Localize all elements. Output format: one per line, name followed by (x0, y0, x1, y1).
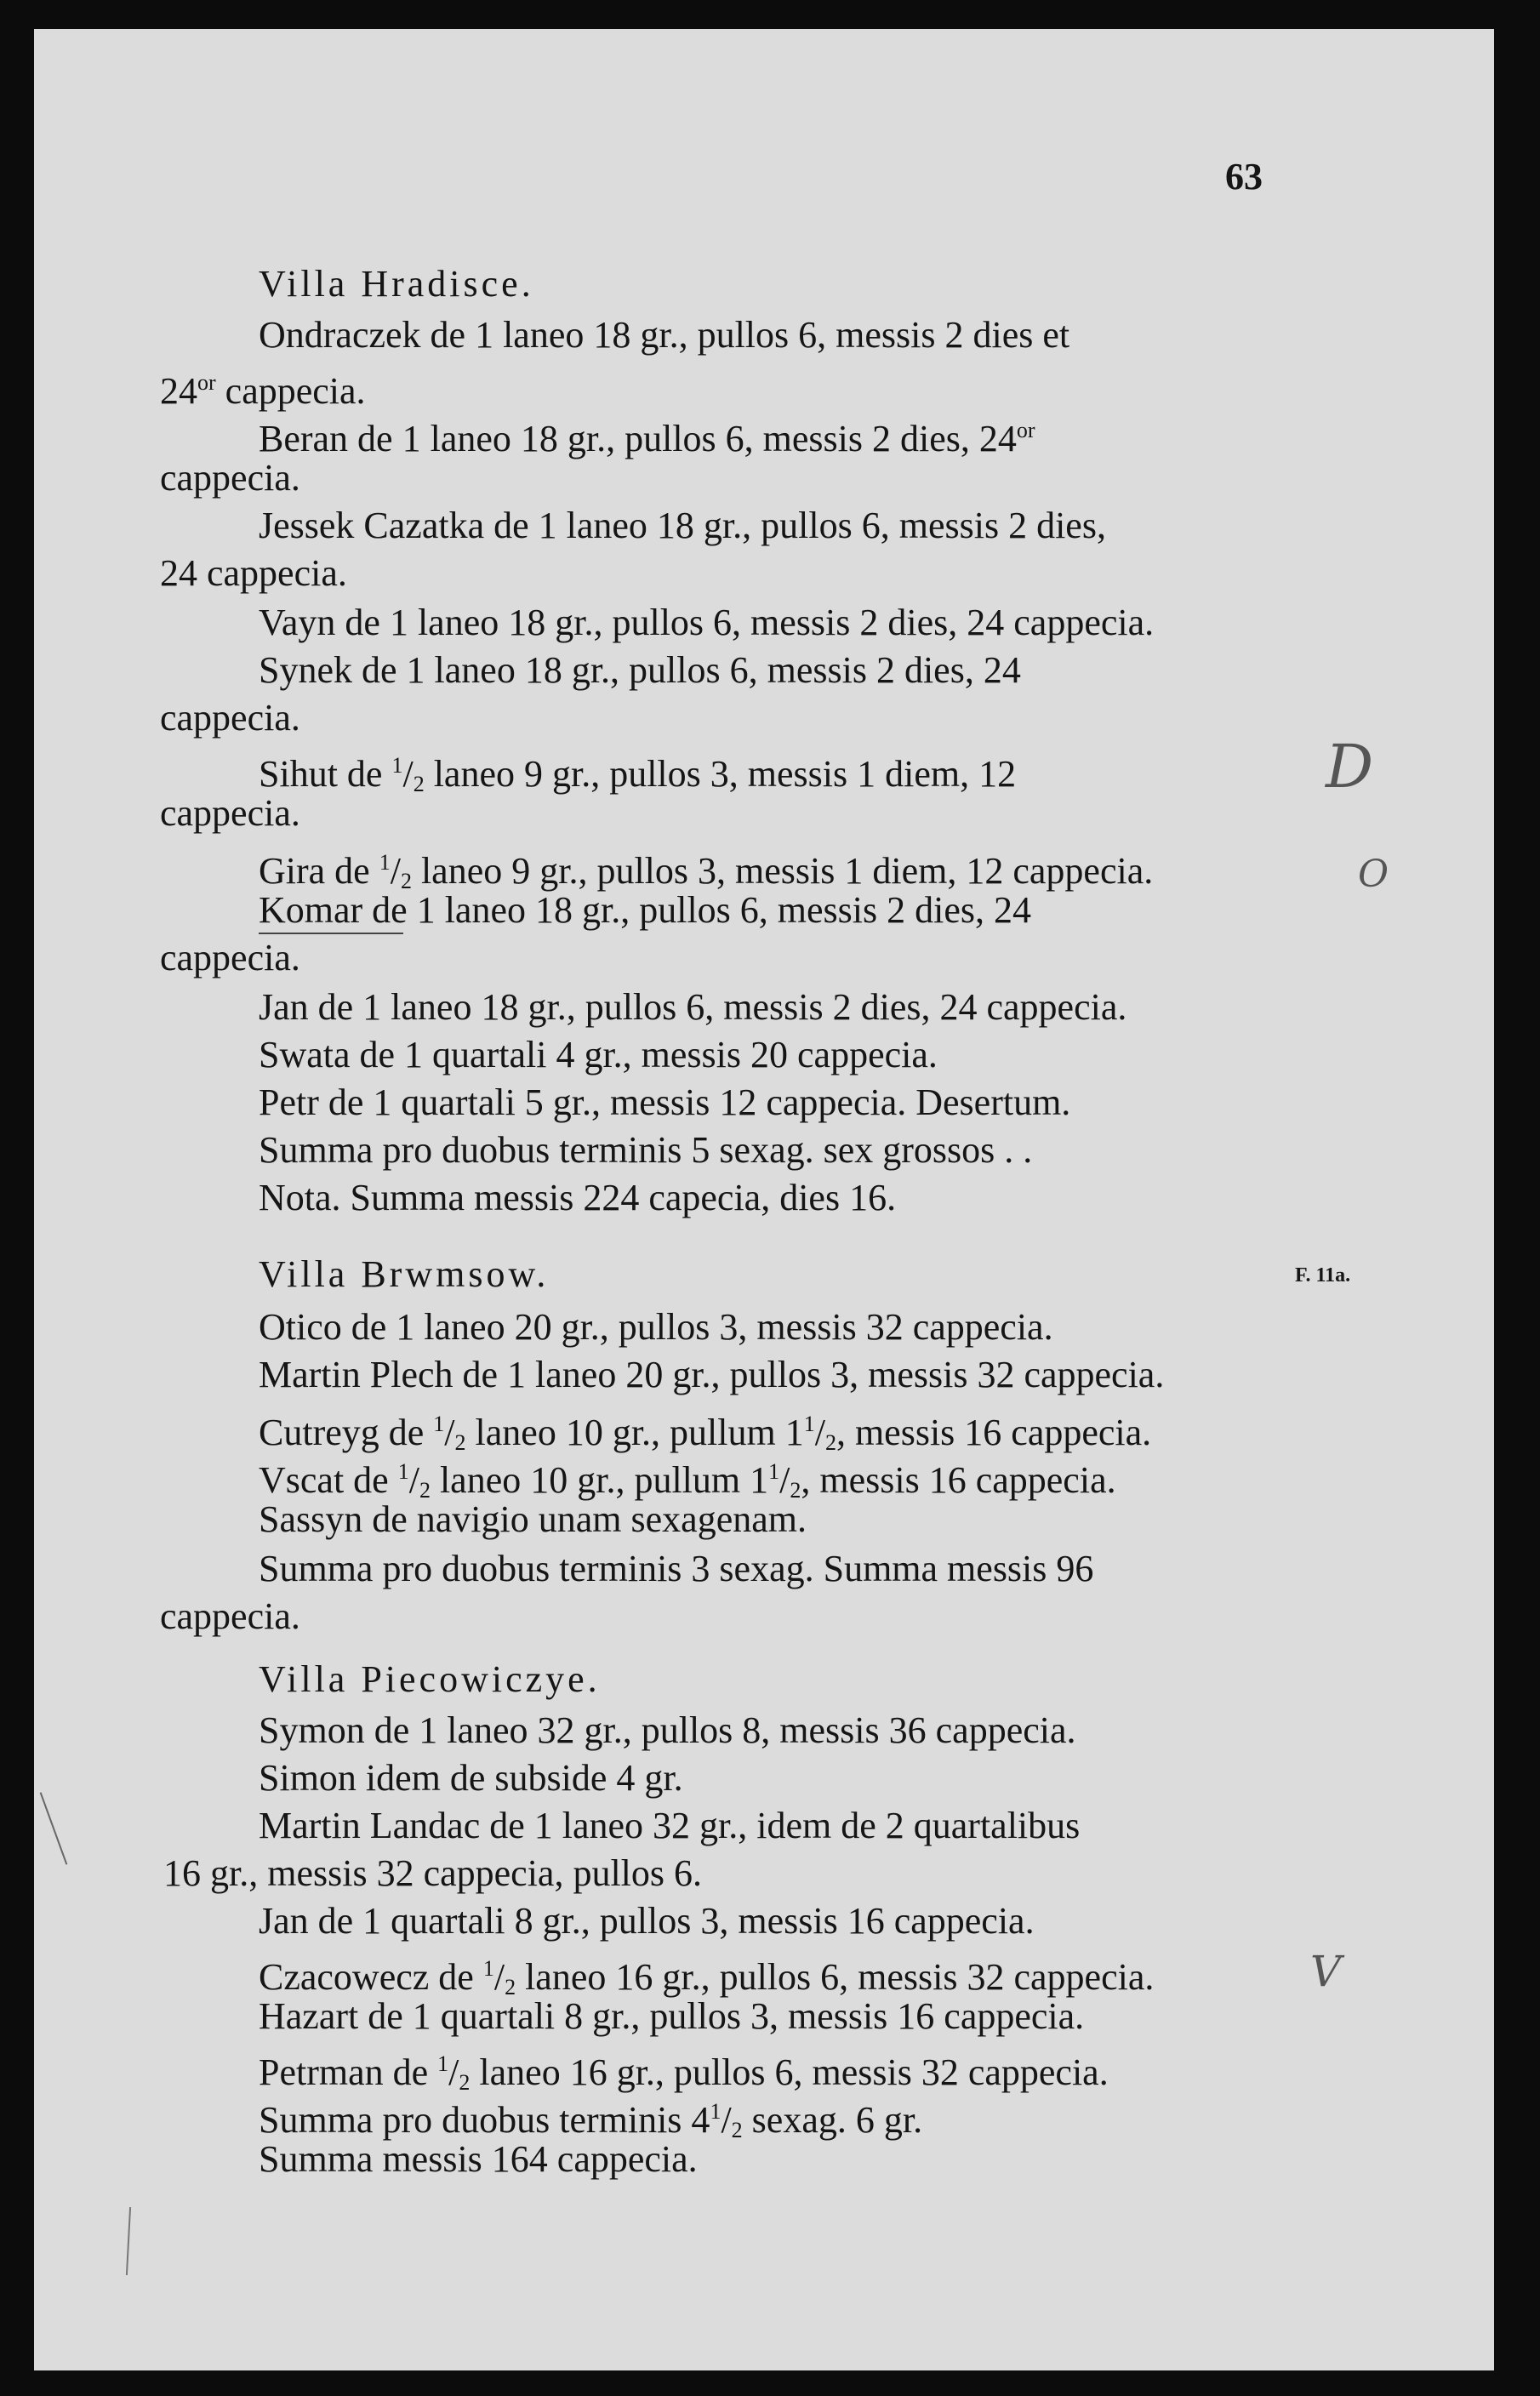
handwritten-underline (259, 933, 403, 934)
text-line: Petr de 1 quartali 5 gr., messis 12 cappecia. Desertum. (259, 1081, 1071, 1123)
text-line: Otico de 1 laneo 20 gr., pullos 3, messis 32 cappecia. (259, 1306, 1053, 1348)
text-line: cappecia. (160, 697, 300, 739)
text-line: Nota. Summa messis 224 capecia, dies 16. (259, 1177, 897, 1218)
text-line: Czacowecz de $^1/_2$ laneo 16 gr., pullos 6, messis 32 cappecia. (259, 1956, 1155, 2000)
margin-note: F. 11a. (1295, 1264, 1351, 1286)
scanned-page (34, 29, 1494, 2370)
text-line: Ondraczek de 1 laneo 18 gr., pullos 6, messis 2 dies et (259, 314, 1070, 356)
text-line: Summa messis 164 cappecia. (259, 2138, 698, 2180)
page-number: 63 (1225, 156, 1263, 197)
text-line: cappecia. (160, 937, 300, 978)
text-line: $24^{or}$ cappecia. (160, 370, 366, 412)
text-line: Summa pro duobus terminis $4^1/_2$ sexag. 6 gr. (259, 2099, 923, 2142)
text-line: Martin Plech de 1 laneo 20 gr., pullos 3, messis 32 cappecia. (259, 1354, 1165, 1395)
text-line: Symon de 1 laneo 32 gr., pullos 8, messis 36 cappecia. (259, 1709, 1076, 1751)
handwritten-mark: V (1310, 1947, 1342, 1996)
text-line: Swata de 1 quartali 4 gr., messis 20 cappecia. (259, 1034, 938, 1075)
text-line: Jan de 1 quartali 8 gr., pullos 3, messis 16 cappecia. (259, 1900, 1035, 1942)
heading-villa-piecowiczye: Villa Piecowiczye. (259, 1658, 601, 1700)
text-line: Cutreyg de $^1/_2$ laneo 10 gr., pullum $1^1/_2$, messis 16 cappecia. (259, 1412, 1152, 1455)
text-line: Summa pro duobus terminis 5 sexag. sex grossos . . (259, 1129, 1033, 1171)
text-line: Martin Landac de 1 laneo 32 gr., idem de 2 quartalibus (259, 1805, 1081, 1846)
heading-villa-hradisce: Villa Hradisce. (259, 263, 534, 305)
text-line: Hazart de 1 quartali 8 gr., pullos 3, messis 16 cappecia. (259, 1995, 1085, 2037)
text-line: 24 cappecia. (160, 552, 347, 594)
text-line: Simon idem de subside 4 gr. (259, 1757, 683, 1799)
text-line: cappecia. (160, 792, 300, 834)
handwritten-mark: D (1326, 732, 1374, 802)
text-line: Vayn de 1 laneo 18 gr., pullos 6, messis 2 dies, 24 cappecia. (259, 602, 1155, 643)
text-line: Summa pro duobus terminis 3 sexag. Summa messis 96 (259, 1548, 1094, 1589)
handwritten-mark: O (1358, 853, 1389, 896)
text-line: Gira de $^1/_2$ laneo 9 gr., pullos 3, messis 1 diem, 12 cappecia. (259, 850, 1154, 893)
text-line: Jessek Cazatka de 1 laneo 18 gr., pullos 6, messis 2 dies, (259, 505, 1106, 546)
text-line: Vscat de $^1/_2$ laneo 10 gr., pullum $1^1/_2$, messis 16 cappecia. (259, 1459, 1116, 1503)
text-line: Petrman de $^1/_2$ laneo 16 gr., pullos 6, messis 32 cappecia. (259, 2051, 1109, 2095)
heading-villa-brwmsow: Villa Brwmsow. (259, 1253, 550, 1295)
text-line: Komar de 1 laneo 18 gr., pullos 6, messis 2 dies, 24 (259, 889, 1032, 931)
text-line: Sihut de $^1/_2$ laneo 9 gr., pullos 3, messis 1 diem, 12 (259, 753, 1017, 796)
document-text (34, 29, 1494, 2370)
text-line: Synek de 1 laneo 18 gr., pullos 6, messis 2 dies, 24 (259, 649, 1021, 691)
text-line: cappecia. (160, 1595, 300, 1637)
text-line: cappecia. (160, 457, 300, 499)
text-line: Sassyn de navigio unam sexagenam. (259, 1498, 807, 1540)
text-line: Beran de 1 laneo 18 gr., pullos 6, messis 2 dies, $24^{or}$ (259, 418, 1035, 459)
text-line: Jan de 1 laneo 18 gr., pullos 6, messis 2 dies, 24 cappecia. (259, 986, 1127, 1028)
text-line: 16 gr., messis 32 cappecia, pullos 6. (163, 1852, 703, 1894)
